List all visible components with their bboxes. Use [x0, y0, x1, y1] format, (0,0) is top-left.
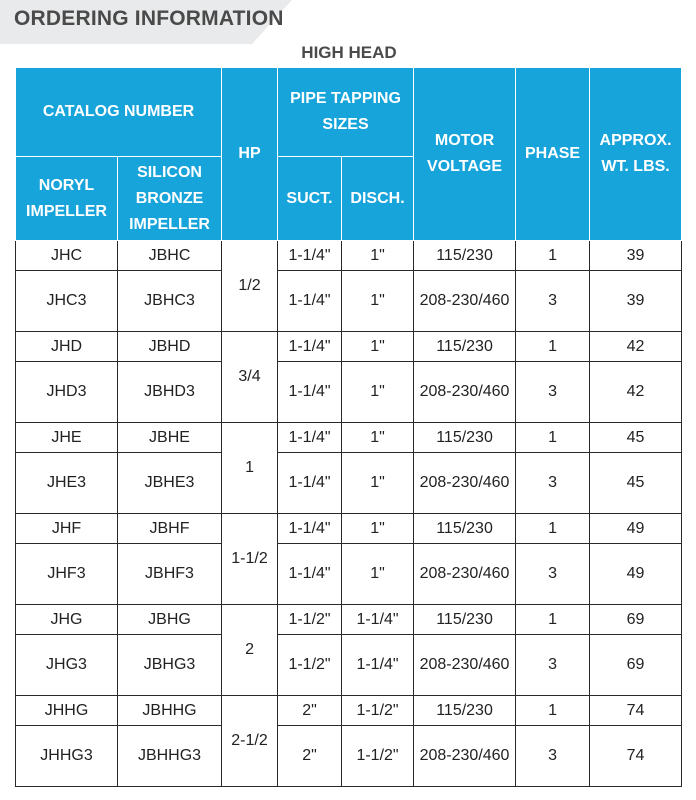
table-row: [16, 726, 682, 787]
noryl-cell: JHF: [16, 514, 118, 544]
catalog-number-header: CATALOG NUMBER: [16, 68, 222, 157]
weight-cell: 49: [590, 544, 682, 605]
table-row: [16, 696, 682, 726]
bronze-cell: JBHD: [118, 332, 222, 362]
hp-cell: 1: [222, 423, 278, 514]
hp-cell: 3/4: [222, 332, 278, 423]
weight-cell: 39: [590, 241, 682, 271]
voltage-cell: 115/230: [414, 696, 516, 726]
noryl-impeller-header: NORYL IMPELLER: [16, 157, 118, 241]
table-row: [16, 544, 682, 605]
phase-cell: 1: [516, 696, 590, 726]
bronze-cell: JBHD3: [118, 362, 222, 423]
suction-header: SUCT.: [278, 157, 342, 241]
voltage-cell: 208-230/460: [414, 453, 516, 514]
suct-cell: 2": [278, 726, 342, 787]
voltage-cell: 115/230: [414, 241, 516, 271]
table-subtitle: HIGH HEAD: [301, 43, 397, 62]
phase-cell: 1: [516, 332, 590, 362]
hp-cell: 2: [222, 605, 278, 696]
noryl-cell: JHG: [16, 605, 118, 635]
suct-cell: 1-1/4": [278, 544, 342, 605]
disch-cell: 1": [342, 362, 414, 423]
noryl-cell: JHE3: [16, 453, 118, 514]
suct-cell: 1-1/4": [278, 332, 342, 362]
table-row: [16, 362, 682, 423]
noryl-cell: JHC3: [16, 271, 118, 332]
suct-cell: 1-1/4": [278, 453, 342, 514]
bronze-cell: JBHF: [118, 514, 222, 544]
suct-cell: 1-1/4": [278, 241, 342, 271]
weight-cell: 42: [590, 332, 682, 362]
phase-cell: 1: [516, 605, 590, 635]
noryl-cell: JHHG: [16, 696, 118, 726]
voltage-cell: 208-230/460: [414, 271, 516, 332]
noryl-cell: JHD3: [16, 362, 118, 423]
table-row: [16, 271, 682, 332]
phase-header: PHASE: [516, 68, 590, 241]
voltage-cell: 115/230: [414, 332, 516, 362]
disch-cell: 1-1/4": [342, 635, 414, 696]
phase-cell: 3: [516, 635, 590, 696]
noryl-cell: JHD: [16, 332, 118, 362]
bronze-cell: JBHHG3: [118, 726, 222, 787]
table-row: [16, 241, 682, 271]
silicon-bronze-impeller-header: SILICON BRONZE IMPELLER: [118, 157, 222, 241]
weight-cell: 45: [590, 423, 682, 453]
phase-cell: 3: [516, 271, 590, 332]
weight-cell: 69: [590, 635, 682, 696]
bronze-cell: JBHC3: [118, 271, 222, 332]
bronze-cell: JBHC: [118, 241, 222, 271]
phase-cell: 3: [516, 726, 590, 787]
table-row: [16, 605, 682, 635]
bronze-cell: JBHE3: [118, 453, 222, 514]
weight-cell: 45: [590, 453, 682, 514]
table-row: [16, 635, 682, 696]
suct-cell: 1-1/4": [278, 514, 342, 544]
phase-cell: 3: [516, 453, 590, 514]
bronze-cell: JBHHG: [118, 696, 222, 726]
suct-cell: 2": [278, 696, 342, 726]
voltage-cell: 208-230/460: [414, 635, 516, 696]
disch-cell: 1": [342, 453, 414, 514]
voltage-cell: 115/230: [414, 423, 516, 453]
approx-weight-header: APPROX. WT. LBS.: [590, 68, 682, 241]
table-row: [16, 514, 682, 544]
noryl-cell: JHF3: [16, 544, 118, 605]
noryl-cell: JHG3: [16, 635, 118, 696]
pipe-tapping-sizes-header: PIPE TAPPING SIZES: [278, 68, 414, 157]
table-row: [16, 332, 682, 362]
hp-cell: 1-1/2: [222, 514, 278, 605]
title-band: [0, 0, 696, 44]
phase-cell: 1: [516, 423, 590, 453]
table-row: [16, 453, 682, 514]
noryl-cell: JHE: [16, 423, 118, 453]
disch-cell: 1-1/2": [342, 696, 414, 726]
page-title: ORDERING INFORMATION: [14, 7, 284, 30]
bronze-cell: JBHG3: [118, 635, 222, 696]
disch-cell: 1": [342, 514, 414, 544]
disch-cell: 1": [342, 241, 414, 271]
voltage-cell: 115/230: [414, 514, 516, 544]
bronze-cell: JBHF3: [118, 544, 222, 605]
suct-cell: 1-1/4": [278, 423, 342, 453]
disch-cell: 1": [342, 271, 414, 332]
weight-cell: 74: [590, 726, 682, 787]
disch-cell: 1-1/2": [342, 726, 414, 787]
phase-cell: 3: [516, 544, 590, 605]
phase-cell: 1: [516, 241, 590, 271]
disch-cell: 1-1/4": [342, 605, 414, 635]
bronze-cell: JBHG: [118, 605, 222, 635]
hp-cell: 2-1/2: [222, 696, 278, 787]
voltage-cell: 208-230/460: [414, 544, 516, 605]
suct-cell: 1-1/4": [278, 362, 342, 423]
discharge-header: DISCH.: [342, 157, 414, 241]
table-row: [16, 423, 682, 453]
hp-cell: 1/2: [222, 241, 278, 332]
suct-cell: 1-1/2": [278, 605, 342, 635]
weight-cell: 69: [590, 605, 682, 635]
voltage-cell: 208-230/460: [414, 362, 516, 423]
voltage-cell: 115/230: [414, 605, 516, 635]
ordering-table: [15, 67, 682, 787]
noryl-cell: JHHG3: [16, 726, 118, 787]
phase-cell: 3: [516, 362, 590, 423]
suct-cell: 1-1/4": [278, 271, 342, 332]
hp-header: HP: [222, 68, 278, 241]
motor-voltage-header: MOTOR VOLTAGE: [414, 68, 516, 241]
weight-cell: 49: [590, 514, 682, 544]
noryl-cell: JHC: [16, 241, 118, 271]
suct-cell: 1-1/2": [278, 635, 342, 696]
voltage-cell: 208-230/460: [414, 726, 516, 787]
phase-cell: 1: [516, 514, 590, 544]
weight-cell: 42: [590, 362, 682, 423]
disch-cell: 1": [342, 332, 414, 362]
disch-cell: 1": [342, 544, 414, 605]
bronze-cell: JBHE: [118, 423, 222, 453]
weight-cell: 39: [590, 271, 682, 332]
weight-cell: 74: [590, 696, 682, 726]
disch-cell: 1": [342, 423, 414, 453]
